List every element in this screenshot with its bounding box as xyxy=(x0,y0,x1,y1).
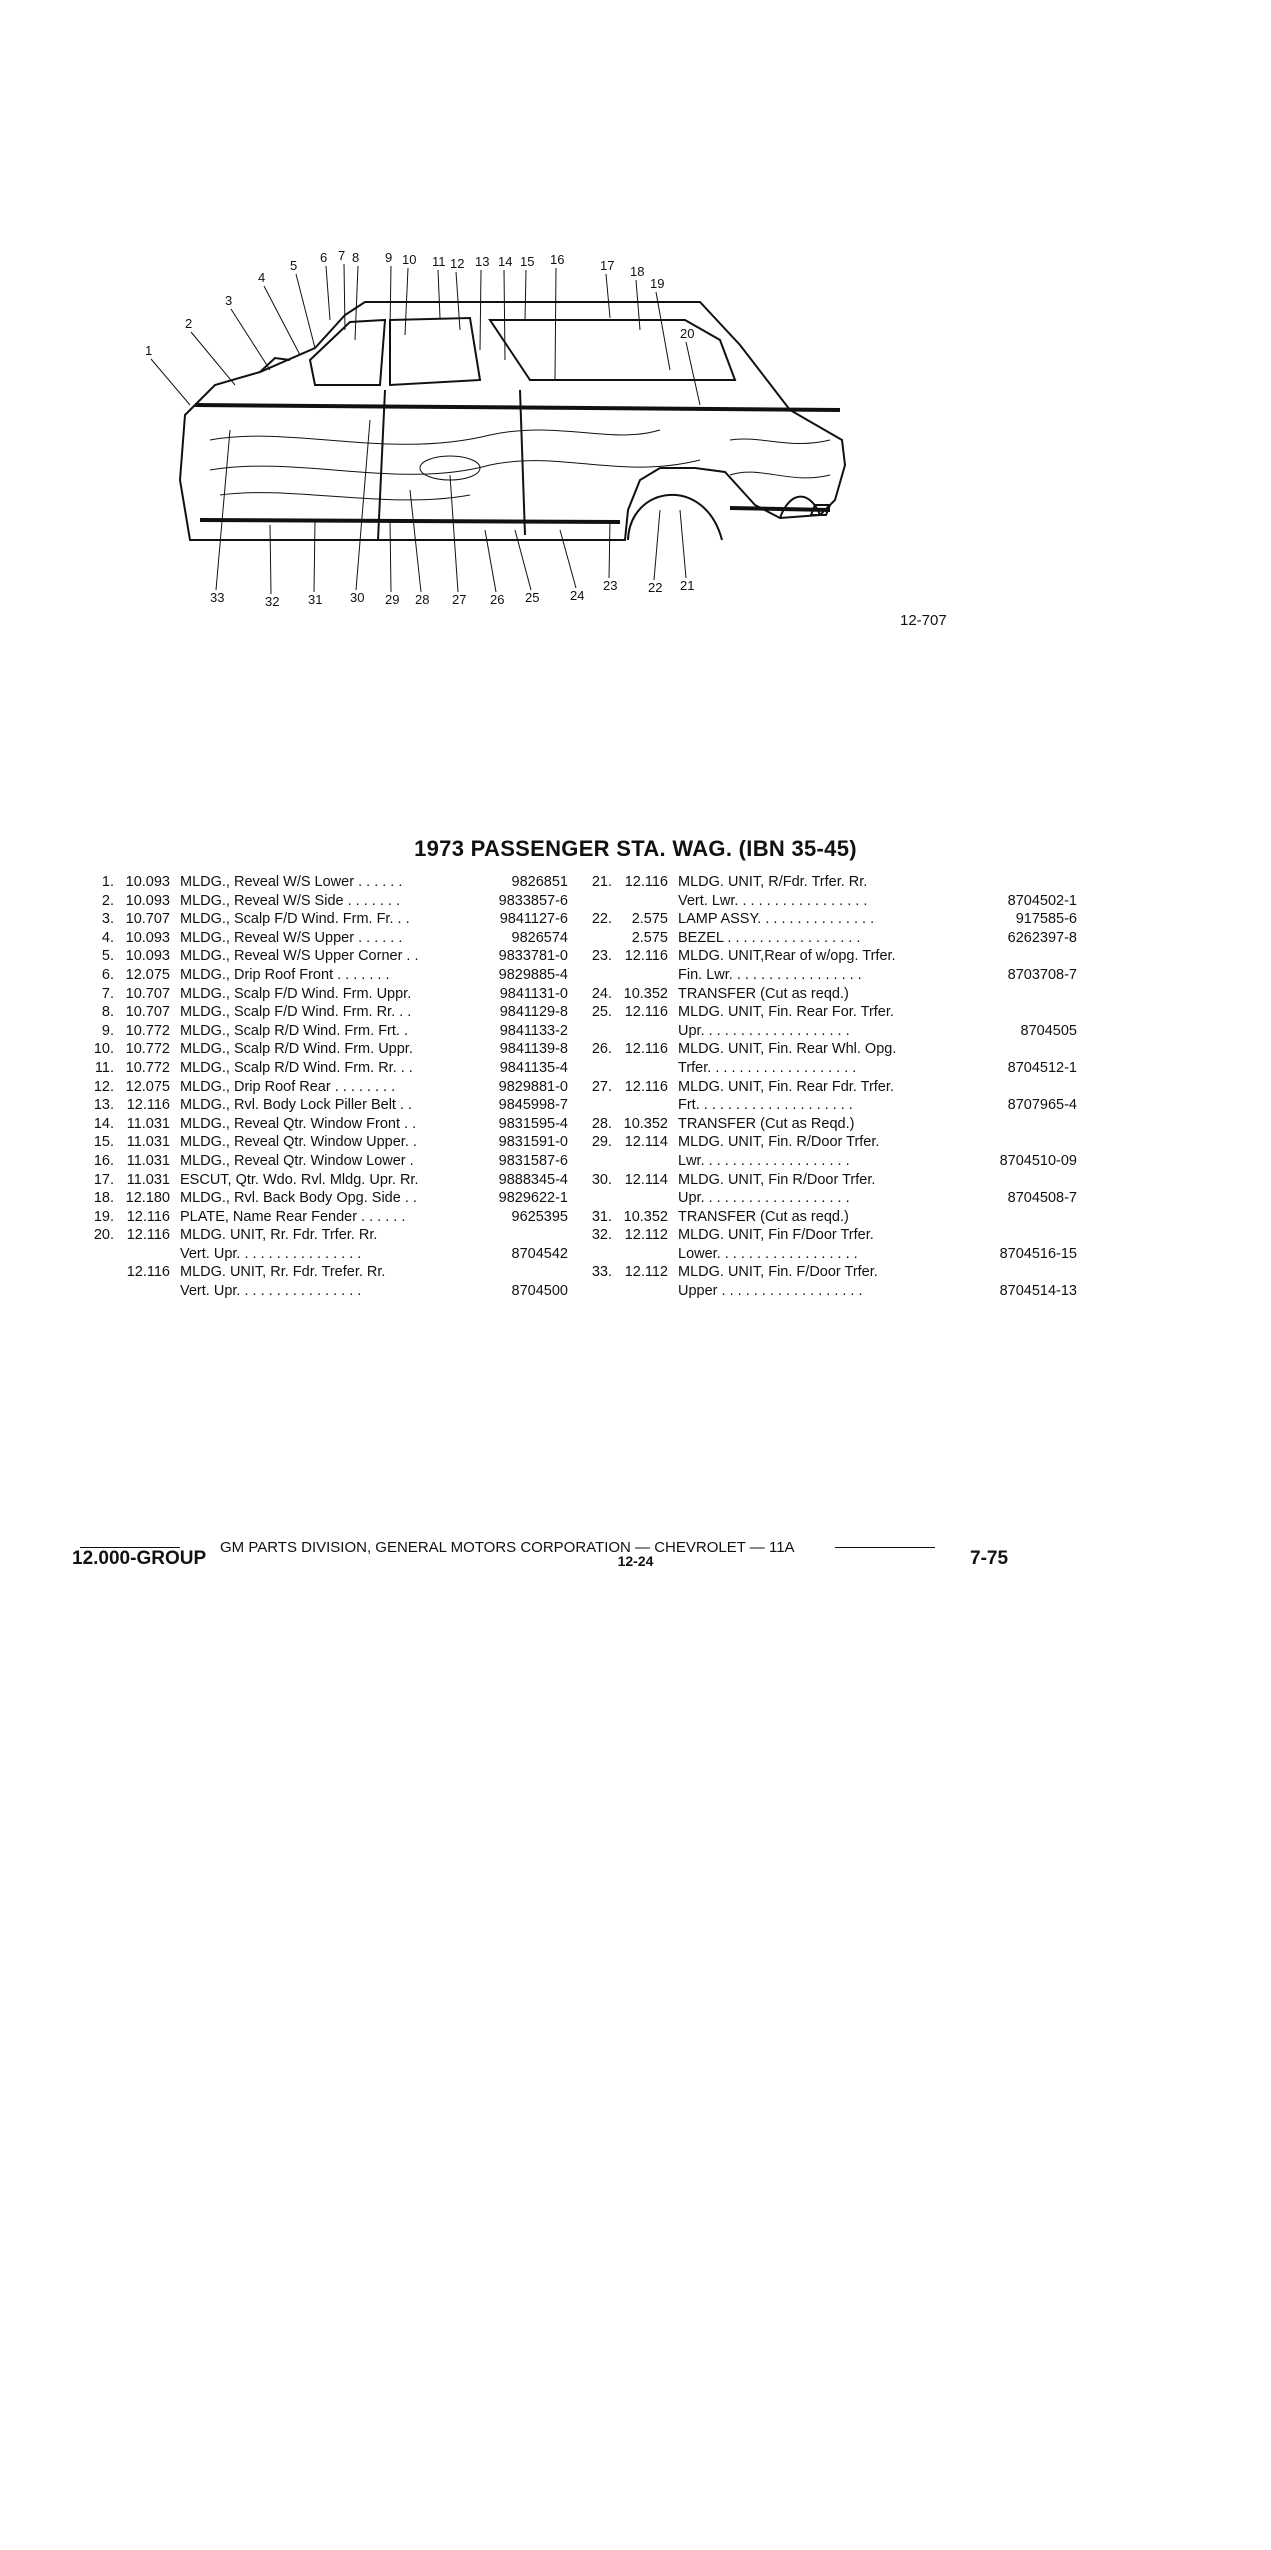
parts-list-continuation xyxy=(88,1282,568,1301)
parts-list-row xyxy=(88,947,568,966)
part-description: Fin. Lwr. . . . . . . . . . . . . . . . . xyxy=(678,966,862,983)
item-number: 8. xyxy=(101,1004,114,1021)
parts-list-row xyxy=(88,1189,568,1208)
leader-line-7 xyxy=(344,264,345,330)
part-description: Lwr. . . . . . . . . . . . . . . . . . . xyxy=(678,1152,850,1169)
part-description: MLDG. UNIT,Rear of w/opg. Trfer. xyxy=(678,948,896,965)
parts-list-row xyxy=(586,1263,1077,1282)
callout-18: 18 xyxy=(630,264,645,279)
figure-reference-number: 12-707 xyxy=(900,612,947,629)
item-number: 16. xyxy=(93,1152,114,1169)
leader-line-31 xyxy=(314,520,315,592)
parts-list-row xyxy=(88,1226,568,1245)
parts-list-row xyxy=(88,1152,568,1171)
part-number: 9831587-6 xyxy=(498,1152,568,1169)
part-description: LAMP ASSY. . . . . . . . . . . . . . . xyxy=(678,911,875,928)
part-description: MLDG., Drip Roof Rear . . . . . . . . xyxy=(180,1078,396,1095)
group-number: 11.031 xyxy=(126,1152,170,1169)
part-number: 9826851 xyxy=(511,874,568,890)
part-description: MLDG., Reveal W/S Upper Corner . . xyxy=(180,948,419,965)
item-number: 33. xyxy=(591,1264,612,1281)
part-description: MLDG. UNIT, Fin. F/Door Trfer. xyxy=(678,1264,878,1281)
group-number: 12.112 xyxy=(624,1227,668,1244)
group-number: 10.352 xyxy=(623,1208,668,1225)
leader-line-33 xyxy=(216,430,230,590)
item-number: 25. xyxy=(591,1004,612,1021)
leader-line-27 xyxy=(450,475,458,592)
group-number: 10.707 xyxy=(125,911,170,928)
group-number: 12.116 xyxy=(624,1078,668,1095)
part-description: MLDG., Scalp F/D Wind. Frm. Uppr. xyxy=(180,985,412,1002)
item-number: 15. xyxy=(93,1134,114,1151)
group-number: 10.093 xyxy=(125,948,170,965)
part-number: 917585-6 xyxy=(1015,911,1077,928)
page-title: 1973 PASSENGER STA. WAG. (IBN 35-45) xyxy=(414,836,857,861)
parts-list-row xyxy=(586,1208,1077,1227)
callout-28: 28 xyxy=(415,592,430,607)
parts-list-row xyxy=(586,910,1077,929)
leader-line-32 xyxy=(270,525,271,594)
part-description: MLDG., Reveal Qtr. Window Upper. . xyxy=(180,1134,417,1151)
item-number xyxy=(586,929,612,948)
parts-list-right xyxy=(586,873,1077,1301)
parts-list-row xyxy=(586,1040,1077,1059)
part-description: PLATE, Name Rear Fender . . . . . . xyxy=(180,1208,406,1225)
parts-list-row xyxy=(586,873,1077,892)
item-number: 6. xyxy=(101,966,114,983)
callout-24: 24 xyxy=(570,588,585,603)
callout-4: 4 xyxy=(258,270,266,285)
footer-text: GM PARTS DIVISION, GENERAL MOTORS CORPORATION — CHEVROLET — 11A xyxy=(220,1539,795,1556)
group-number: 12.075 xyxy=(125,966,170,983)
item-number: 21. xyxy=(591,874,612,890)
station-wagon-diagram xyxy=(140,240,980,640)
leader-line-29 xyxy=(390,520,391,592)
group-number: 2.575 xyxy=(631,929,668,946)
part-number xyxy=(1017,947,1077,966)
parts-list-row xyxy=(88,1059,568,1078)
item-number: 12. xyxy=(93,1078,114,1095)
part-number: 9826574 xyxy=(511,929,568,946)
parts-list-row xyxy=(88,929,568,948)
part-number: 8707965-4 xyxy=(1007,1097,1077,1114)
callout-13: 13 xyxy=(475,254,490,269)
part-description: MLDG. UNIT, Fin R/Door Trfer. xyxy=(678,1171,876,1188)
part-description: Upr. . . . . . . . . . . . . . . . . . . xyxy=(678,1190,850,1207)
parts-list-row xyxy=(88,1263,568,1282)
part-description: Vert. Upr. . . . . . . . . . . . . . . . xyxy=(180,1245,362,1262)
part-description: MLDG., Drip Roof Front . . . . . . . xyxy=(180,966,390,983)
parts-list-row xyxy=(586,947,1077,966)
part-description: MLDG., Rvl. Back Body Opg. Side . . xyxy=(180,1190,417,1207)
footer-page-number: 12-24 xyxy=(617,1553,654,1569)
part-number: 9841133-2 xyxy=(499,1022,568,1039)
parts-list-row xyxy=(88,1096,568,1115)
leader-lines xyxy=(151,264,700,594)
parts-list-row xyxy=(88,1208,568,1227)
item-number: 31. xyxy=(591,1208,612,1225)
parts-list-row xyxy=(88,1115,568,1134)
part-number: 9829881-0 xyxy=(498,1078,568,1095)
part-description: Trfer. . . . . . . . . . . . . . . . . . . xyxy=(678,1059,857,1076)
part-number: 9841131-0 xyxy=(499,985,568,1002)
parts-list-row xyxy=(586,1226,1077,1245)
part-number: 9841127-6 xyxy=(499,911,568,928)
callout-17: 17 xyxy=(600,258,615,273)
item-number: 26. xyxy=(591,1041,612,1058)
part-number xyxy=(1017,985,1077,1004)
leader-line-3 xyxy=(231,309,270,370)
callout-9: 9 xyxy=(385,250,393,265)
part-description: Frt. . . . . . . . . . . . . . . . . . . . xyxy=(678,1097,853,1114)
parts-list-continuation xyxy=(586,1022,1077,1041)
callout-5: 5 xyxy=(290,258,298,273)
part-number: 9841139-8 xyxy=(499,1041,568,1058)
item-number: 19. xyxy=(93,1208,114,1225)
parts-list-row xyxy=(88,910,568,929)
group-number: 12.112 xyxy=(624,1264,668,1281)
parts-list-row xyxy=(586,1171,1077,1190)
part-description: Vert. Lwr. . . . . . . . . . . . . . . . . xyxy=(678,892,868,909)
group-number: 10.772 xyxy=(125,1022,170,1039)
part-description: MLDG., Reveal Qtr. Window Front . . xyxy=(180,1115,417,1132)
parts-list-continuation xyxy=(586,1189,1077,1208)
part-description: Vert. Upr. . . . . . . . . . . . . . . . xyxy=(180,1283,362,1300)
parts-list-row xyxy=(88,985,568,1004)
item-number: 18. xyxy=(93,1190,114,1207)
parts-list-continuation xyxy=(586,1096,1077,1115)
leader-line-2 xyxy=(191,332,235,385)
callout-25: 25 xyxy=(525,590,540,605)
part-description: MLDG., Scalp R/D Wind. Frm. Rr. . . xyxy=(180,1059,413,1076)
group-number: 12.116 xyxy=(624,874,668,890)
item-number: 2. xyxy=(101,892,114,909)
group-number: 12.116 xyxy=(126,1097,170,1114)
part-description: MLDG. UNIT, Fin F/Door Trfer. xyxy=(678,1227,874,1244)
callout-3: 3 xyxy=(225,293,233,308)
part-description: MLDG. UNIT, Rr. Fdr. Trfer. Rr. xyxy=(180,1227,378,1244)
item-number: 14. xyxy=(93,1115,114,1132)
group-number: 12.116 xyxy=(126,1208,170,1225)
part-description: MLDG., Reveal Qtr. Window Lower . xyxy=(180,1152,414,1169)
leader-line-5 xyxy=(296,274,315,348)
group-number: 2.575 xyxy=(631,911,668,928)
group-number: 10.093 xyxy=(125,929,170,946)
leader-line-8 xyxy=(355,266,358,340)
part-number: 9845998-7 xyxy=(498,1097,568,1114)
group-number: 11.031 xyxy=(126,1171,170,1188)
part-number: 8704514-13 xyxy=(999,1283,1077,1300)
callout-19: 19 xyxy=(650,276,665,291)
group-number: 12.114 xyxy=(624,1171,668,1188)
callout-15: 15 xyxy=(520,254,535,269)
part-number: 9625395 xyxy=(511,1208,568,1225)
part-number: 8704510-09 xyxy=(999,1152,1077,1169)
part-description: MLDG., Reveal W/S Upper . . . . . . xyxy=(180,929,403,946)
group-number: 12.114 xyxy=(624,1134,668,1151)
part-description: Upper . . . . . . . . . . . . . . . . . . xyxy=(678,1283,863,1300)
part-number: 8704502-1 xyxy=(1007,892,1077,909)
item-number: 7. xyxy=(101,985,114,1002)
item-number xyxy=(88,1263,114,1282)
leader-line-4 xyxy=(264,286,300,355)
group-number: 11.031 xyxy=(126,1134,170,1151)
callout-21: 21 xyxy=(680,578,695,593)
part-number xyxy=(1017,1115,1077,1134)
part-description: TRANSFER (Cut as Reqd.) xyxy=(678,1115,855,1132)
part-number xyxy=(1017,1040,1077,1059)
part-number xyxy=(1017,1133,1077,1152)
parts-list-continuation xyxy=(586,966,1077,985)
parts-list-row xyxy=(586,929,1077,948)
callout-7: 7 xyxy=(338,248,346,263)
part-number xyxy=(1017,1078,1077,1097)
group-number: 12.075 xyxy=(125,1078,170,1095)
callout-20: 20 xyxy=(680,326,695,341)
group-number: 10.352 xyxy=(623,985,668,1002)
parts-list-row xyxy=(88,892,568,911)
part-number: 9829622-1 xyxy=(498,1190,568,1207)
item-number: 10. xyxy=(93,1041,114,1058)
part-number: 8704508-7 xyxy=(1007,1190,1077,1207)
part-description: MLDG., Scalp F/D Wind. Frm. Fr. . . xyxy=(180,911,410,928)
part-description: BEZEL . . . . . . . . . . . . . . . . . xyxy=(678,929,861,946)
parts-list-row xyxy=(88,1078,568,1097)
leader-line-17 xyxy=(606,274,610,318)
parts-list-continuation xyxy=(586,1059,1077,1078)
part-description: MLDG., Scalp R/D Wind. Frm. Frt. . xyxy=(180,1022,408,1039)
callout-32: 32 xyxy=(265,594,280,609)
item-number: 1. xyxy=(101,874,114,890)
parts-list-row xyxy=(88,1171,568,1190)
part-number xyxy=(1017,1003,1077,1022)
parts-list-row xyxy=(586,1115,1077,1134)
group-number: 10.707 xyxy=(125,1004,170,1021)
footer-date: 7-75 xyxy=(970,1548,1009,1569)
part-description: TRANSFER (Cut as reqd.) xyxy=(678,985,849,1002)
parts-list-row xyxy=(88,1133,568,1152)
car-outline xyxy=(180,302,845,540)
part-number xyxy=(1017,873,1077,892)
part-description: Upr. . . . . . . . . . . . . . . . . . . xyxy=(678,1022,850,1039)
parts-list-row xyxy=(586,985,1077,1004)
callout-26: 26 xyxy=(490,592,505,607)
group-number: 10.772 xyxy=(125,1041,170,1058)
leader-line-22 xyxy=(654,510,660,580)
leader-line-14 xyxy=(504,270,505,360)
leader-line-23 xyxy=(609,520,610,578)
part-number: 8704512-1 xyxy=(1007,1059,1077,1076)
part-number xyxy=(1017,1226,1077,1245)
part-number xyxy=(508,1263,568,1282)
part-number: 8704505 xyxy=(1020,1022,1077,1039)
callout-23: 23 xyxy=(603,578,618,593)
part-description: MLDG., Reveal W/S Side . . . . . . . xyxy=(180,892,400,909)
leader-line-6 xyxy=(326,266,330,320)
part-description: MLDG., Scalp R/D Wind. Frm. Uppr. xyxy=(180,1041,413,1058)
part-number: 9841135-4 xyxy=(499,1059,568,1076)
group-number: 12.116 xyxy=(624,1004,668,1021)
part-number: 8704516-15 xyxy=(999,1245,1077,1262)
item-number: 11. xyxy=(94,1059,114,1076)
part-description: MLDG. UNIT, Fin. R/Door Trfer. xyxy=(678,1134,880,1151)
part-number xyxy=(1017,1263,1077,1282)
part-number: 9829885-4 xyxy=(498,966,568,983)
group-number: 12.116 xyxy=(624,948,668,965)
leader-line-24 xyxy=(560,530,576,588)
callout-27: 27 xyxy=(452,592,467,607)
parts-list-row xyxy=(88,1003,568,1022)
item-number: 17. xyxy=(93,1171,114,1188)
leader-line-11 xyxy=(438,270,440,318)
parts-list-row xyxy=(586,1003,1077,1022)
item-number: 28. xyxy=(591,1115,612,1132)
leader-line-13 xyxy=(480,270,481,350)
part-number: 9831595-4 xyxy=(498,1115,568,1132)
item-number: 32. xyxy=(591,1227,612,1244)
group-number: 12.116 xyxy=(624,1041,668,1058)
leader-line-30 xyxy=(356,420,370,590)
part-description: MLDG., Reveal W/S Lower . . . . . . xyxy=(180,874,403,890)
part-description: TRANSFER (Cut as reqd.) xyxy=(678,1208,849,1225)
group-number: 12.180 xyxy=(125,1190,170,1207)
footer-group: 12.000-GROUP xyxy=(72,1548,207,1569)
callout-31: 31 xyxy=(308,592,323,607)
callout-11: 11 xyxy=(432,254,446,269)
item-number: 9. xyxy=(101,1022,114,1039)
part-description: MLDG., Scalp F/D Wind. Frm. Rr. . . xyxy=(180,1004,412,1021)
callout-16: 16 xyxy=(550,252,565,267)
parts-list-row xyxy=(88,966,568,985)
parts-list-continuation xyxy=(586,892,1077,911)
callout-2: 2 xyxy=(185,316,193,331)
part-number xyxy=(1017,1208,1077,1227)
part-number xyxy=(508,1226,568,1245)
parts-list-row xyxy=(88,1022,568,1041)
group-number: 10.772 xyxy=(125,1059,170,1076)
parts-list-row xyxy=(586,1133,1077,1152)
part-number: 8703708-7 xyxy=(1007,966,1077,983)
parts-list-row xyxy=(88,1040,568,1059)
item-number: 5. xyxy=(101,948,114,965)
callout-33: 33 xyxy=(210,590,225,605)
part-description: MLDG. UNIT, Fin. Rear For. Trfer. xyxy=(678,1004,894,1021)
item-number: 27. xyxy=(591,1078,612,1095)
parts-list-continuation xyxy=(88,1245,568,1264)
parts-list-continuation xyxy=(586,1282,1077,1301)
group-number: 10.093 xyxy=(125,892,170,909)
leader-line-1 xyxy=(151,359,190,405)
item-number: 29. xyxy=(591,1134,612,1151)
parts-list-continuation xyxy=(586,1152,1077,1171)
part-number: 8704500 xyxy=(511,1283,568,1300)
parts-list-row xyxy=(586,1078,1077,1097)
group-number: 11.031 xyxy=(126,1115,170,1132)
item-number: 30. xyxy=(591,1171,612,1188)
callout-1: 1 xyxy=(145,343,153,358)
item-number: 13. xyxy=(93,1097,114,1114)
item-number: 3. xyxy=(101,911,114,928)
part-number: 9833857-6 xyxy=(498,892,568,909)
group-number: 10.352 xyxy=(623,1115,668,1132)
part-number: 9888345-4 xyxy=(498,1171,568,1188)
callout-12: 12 xyxy=(450,256,465,271)
leader-line-19 xyxy=(656,292,670,370)
leader-line-20 xyxy=(686,342,700,405)
part-description: ESCUT, Qtr. Wdo. Rvl. Mldg. Upr. Rr. xyxy=(180,1171,419,1188)
callout-30: 30 xyxy=(350,590,365,605)
group-number: 10.707 xyxy=(125,985,170,1002)
footer-rule-right xyxy=(835,1547,935,1548)
group-number: 12.116 xyxy=(126,1264,170,1281)
item-number: 22. xyxy=(591,911,612,928)
part-description: MLDG. UNIT, R/Fdr. Trfer. Rr. xyxy=(678,874,868,890)
part-number xyxy=(1017,1171,1077,1190)
leader-line-21 xyxy=(680,510,686,578)
item-number: 20. xyxy=(93,1227,114,1244)
parts-list-continuation xyxy=(586,1245,1077,1264)
leader-line-16 xyxy=(555,268,556,380)
callout-22: 22 xyxy=(648,580,663,595)
leader-line-18 xyxy=(636,280,640,330)
leader-line-15 xyxy=(525,270,526,320)
callout-8: 8 xyxy=(352,250,360,265)
part-number: 6262397-8 xyxy=(1007,929,1077,946)
item-number: 4. xyxy=(101,929,114,946)
group-number: 10.093 xyxy=(125,874,170,890)
parts-list-row xyxy=(88,873,568,892)
callout-29: 29 xyxy=(385,592,400,607)
item-number: 23. xyxy=(591,948,612,965)
part-number: 8704542 xyxy=(511,1245,568,1262)
part-description: MLDG. UNIT, Fin. Rear Whl. Opg. xyxy=(678,1041,897,1058)
part-description: MLDG. UNIT, Rr. Fdr. Trefer. Rr. xyxy=(180,1264,386,1281)
part-number: 9831591-0 xyxy=(498,1134,568,1151)
item-number: 24. xyxy=(591,985,612,1002)
callout-6: 6 xyxy=(320,250,328,265)
part-description: MLDG. UNIT, Fin. Rear Fdr. Trfer. xyxy=(678,1078,894,1095)
part-number: 9833781-0 xyxy=(498,948,568,965)
part-description: MLDG., Rvl. Body Lock Piller Belt . . xyxy=(180,1097,413,1114)
group-number: 12.116 xyxy=(126,1227,170,1244)
callout-14: 14 xyxy=(498,254,513,269)
part-description: Lower. . . . . . . . . . . . . . . . . . xyxy=(678,1245,858,1262)
callout-10: 10 xyxy=(402,252,417,267)
part-number: 9841129-8 xyxy=(499,1004,568,1021)
parts-list-left xyxy=(88,873,568,1301)
